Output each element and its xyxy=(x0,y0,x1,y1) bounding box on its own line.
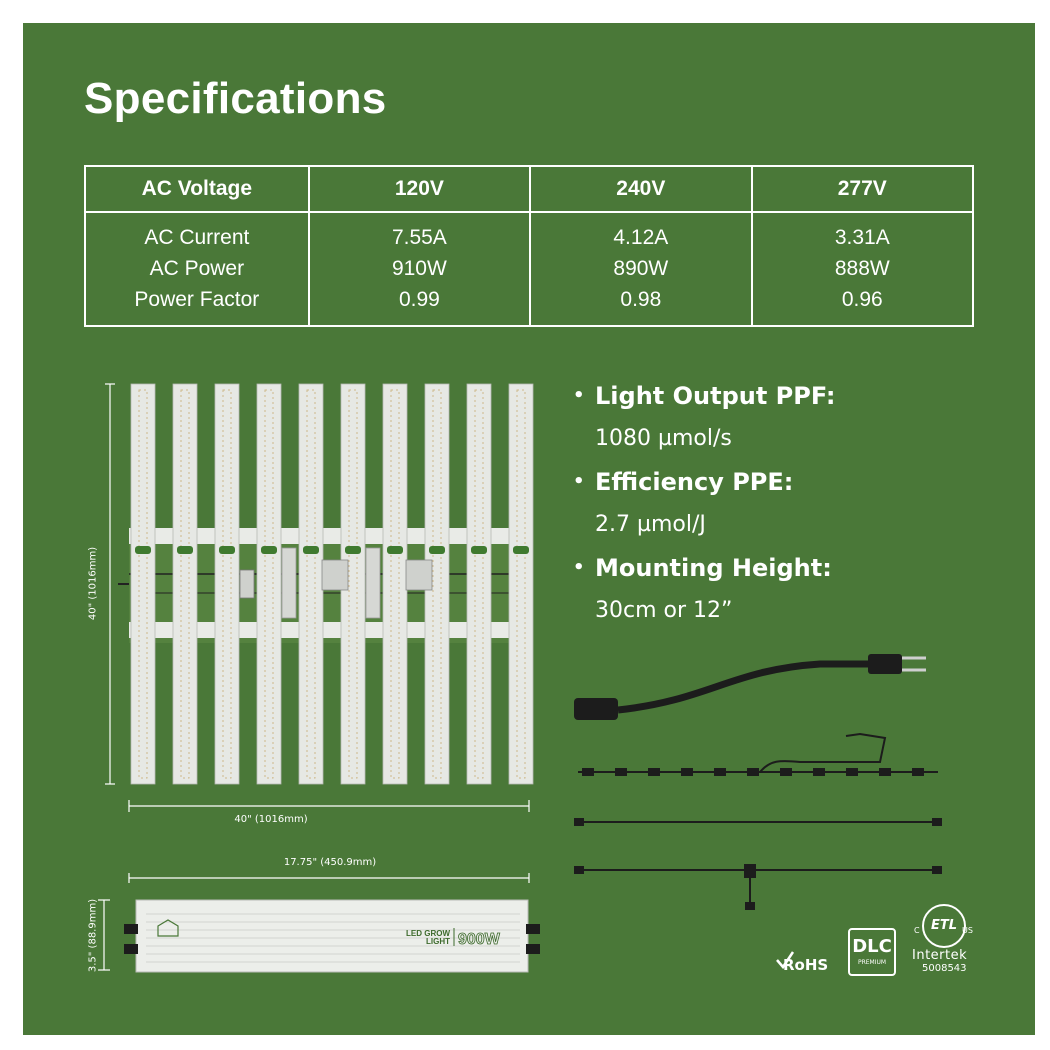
value-pf-277v: 0.96 xyxy=(841,288,883,311)
etl-us-mark: US xyxy=(962,926,973,935)
values-277v-cell xyxy=(752,212,973,326)
led-bar xyxy=(257,384,281,784)
row-labels-cell xyxy=(85,212,309,326)
plug-icon xyxy=(868,654,902,674)
feature-list xyxy=(573,378,836,636)
bullet-ppf-label: • Light Output PPF: xyxy=(573,382,836,410)
cable-connector xyxy=(912,768,924,776)
led-bar xyxy=(467,384,491,784)
bullet-height-value: 30cm or 12” xyxy=(595,598,733,623)
bar-clip xyxy=(429,546,445,554)
etl-logo xyxy=(922,904,966,948)
bullet-height-label: • Mounting Height: xyxy=(573,554,832,582)
cable-connector xyxy=(681,768,693,776)
dlc-logo xyxy=(848,928,896,976)
cable-connector xyxy=(780,768,792,776)
dim-fixture-height: 40" (1016mm) xyxy=(87,546,99,621)
dim-driver-length: 17.75" (450.9mm) xyxy=(283,857,377,868)
table-header-row xyxy=(85,166,973,212)
dim-driver-height: 3.5" (88.9mm) xyxy=(87,898,99,973)
header-277v: 277V xyxy=(752,166,973,212)
value-power-120v: 910W xyxy=(391,257,447,280)
bar-clip xyxy=(303,546,319,554)
etl-c-mark: C xyxy=(914,926,920,935)
led-bar xyxy=(509,384,533,784)
bar-clip xyxy=(261,546,277,554)
value-current-277v: 3.31A xyxy=(834,226,890,249)
page-title: Specifications xyxy=(84,74,387,123)
bullet-ppf-value: 1080 µmol/s xyxy=(595,426,732,451)
header-120v: 120V xyxy=(309,166,530,212)
cable-connector xyxy=(648,768,660,776)
spec-table xyxy=(84,165,974,327)
value-current-240v: 4.12A xyxy=(613,226,669,249)
value-pf-120v: 0.99 xyxy=(398,288,440,311)
power-cord xyxy=(618,664,872,710)
led-bar xyxy=(215,384,239,784)
bar-clip xyxy=(219,546,235,554)
header-240v: 240V xyxy=(530,166,751,212)
cable-connector xyxy=(879,768,891,776)
row-label-power-factor: Power Factor xyxy=(134,288,260,311)
cables-illustration xyxy=(560,640,960,930)
driver-wattage: 900W xyxy=(458,931,500,948)
row-label-ac-power: AC Power xyxy=(149,257,245,280)
led-bar xyxy=(131,384,155,784)
intertek-number: 5008543 xyxy=(922,963,967,974)
led-bar xyxy=(383,384,407,784)
led-bar xyxy=(299,384,323,784)
bar-clip xyxy=(387,546,403,554)
bullet-ppe-label: • Efficiency PPE: xyxy=(573,468,794,496)
dlc-premium: PREMIUM xyxy=(857,959,887,966)
bar-clip xyxy=(513,546,529,554)
fixture-top-view xyxy=(100,378,540,818)
rohs-logo: RoHS xyxy=(783,956,829,974)
driver-label-line2: LIGHT xyxy=(426,937,450,946)
row-label-ac-current: AC Current xyxy=(144,226,250,249)
intertek-name: Intertek xyxy=(912,948,968,963)
cable-connector xyxy=(846,768,858,776)
etl-text: ETL xyxy=(930,918,958,933)
bullet-ppe-value: 2.7 µmol/J xyxy=(595,512,706,537)
cable-connector xyxy=(615,768,627,776)
dlc-text: DLC xyxy=(852,936,892,957)
cable-connector xyxy=(813,768,825,776)
bar-clip xyxy=(345,546,361,554)
values-120v-cell xyxy=(309,212,530,326)
value-power-277v: 888W xyxy=(834,257,890,280)
table-row xyxy=(85,212,973,326)
cord-connector xyxy=(574,698,618,720)
cable-connector xyxy=(714,768,726,776)
value-power-240v: 890W xyxy=(613,257,669,280)
cable-connector xyxy=(747,768,759,776)
driver-label-line1: LED GROW xyxy=(406,929,450,938)
dim-fixture-width: 40" (1016mm) xyxy=(234,814,308,825)
value-pf-240v: 0.98 xyxy=(620,288,662,311)
driver-side-view xyxy=(80,870,550,980)
bar-clip xyxy=(471,546,487,554)
values-240v-cell xyxy=(530,212,751,326)
value-current-120v: 7.55A xyxy=(391,226,447,249)
header-ac-voltage: AC Voltage xyxy=(85,166,309,212)
cable-connector xyxy=(582,768,594,776)
bar-clip xyxy=(135,546,151,554)
led-bar xyxy=(173,384,197,784)
bar-clip xyxy=(177,546,193,554)
